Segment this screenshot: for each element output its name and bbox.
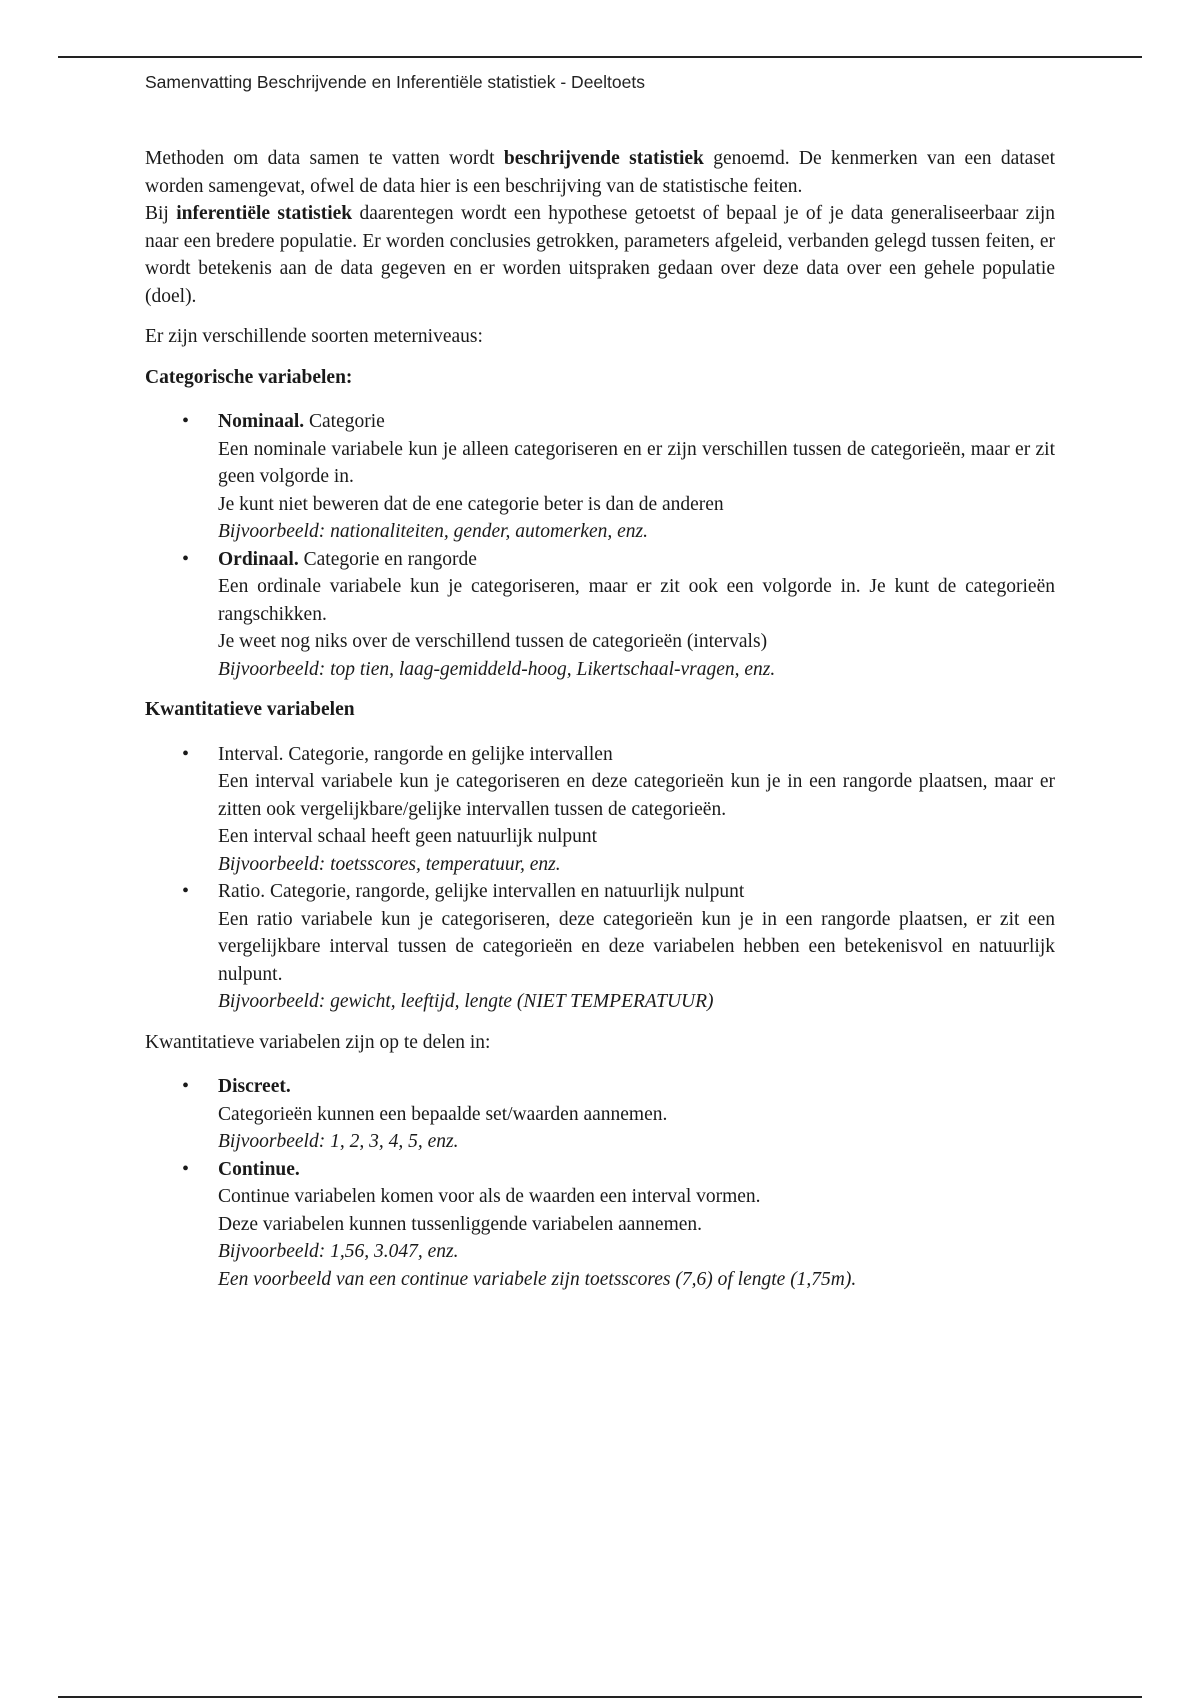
list-item-continuous bbox=[145, 1156, 1055, 1294]
item-example: Een voorbeeld van een continue variabele zijn toetsscores (7,6) of lengte (1,75m). bbox=[218, 1268, 857, 1290]
intro-text: Methoden om data samen te vatten wordt bbox=[145, 148, 504, 169]
term-descriptive-statistics: beschrijvende statistiek bbox=[503, 148, 704, 169]
intro-paragraph-descriptive bbox=[145, 145, 1055, 200]
document-body bbox=[145, 145, 1055, 1293]
item-title bbox=[218, 408, 1055, 436]
item-description: Een interval variabele kun je categoriseren en deze categorieën kun je in een rangorde plaatsen, maar er zitten ook vergelijkbare/gelijke intervallen tussen de categorieën. bbox=[218, 771, 1055, 820]
item-title: Ratio. Categorie, rangorde, gelijke intervallen en natuurlijk nulpunt bbox=[218, 881, 745, 902]
item-description: Je weet nog niks over de verschillend tussen de categorieën (intervals) bbox=[218, 631, 768, 652]
item-title bbox=[218, 546, 1055, 574]
bullet-icon: • bbox=[182, 742, 190, 765]
item-description: Een ratio variabele kun je categoriseren, deze categorieën kun je in een rangorde plaatsen, er zit een vergelijkbare interval tussen de categorieën en deze variabelen hebben een betekenisvol en natuurlijk nulpunt. bbox=[218, 908, 1055, 985]
bullet-icon: • bbox=[182, 880, 190, 902]
item-example: Bijvoorbeeld: nationaliteiten, gender, automerken, enz. bbox=[218, 521, 648, 542]
list-item-discrete bbox=[145, 1073, 1055, 1156]
item-description: Een nominale variabele kun je alleen categoriseren en er zijn verschillen tussen de categorieën, maar er zit geen volgorde in. bbox=[218, 438, 1055, 487]
measurement-levels-intro: Er zijn verschillende soorten meterniveaus: bbox=[145, 326, 483, 347]
categorical-list bbox=[145, 408, 1055, 683]
item-example: Bijvoorbeeld: top tien, laag-gemiddeld-hoog, Likertschaal-vragen, enz. bbox=[218, 658, 776, 680]
item-description: Je kunt niet beweren dat de ene categorie beter is dan de anderen bbox=[218, 493, 724, 515]
item-description: Categorieën kunnen een bepaalde set/waarden aannemen. bbox=[218, 1103, 668, 1125]
list-item-ordinal bbox=[145, 546, 1055, 684]
running-header: Samenvatting Beschrijvende en Inferentiële statistiek - Deeltoets bbox=[145, 72, 645, 92]
bullet-icon: • bbox=[182, 1075, 190, 1097]
bullet-icon: • bbox=[182, 1157, 190, 1180]
bullet-icon: • bbox=[182, 410, 190, 432]
item-title: Interval. Categorie, rangorde en gelijke intervallen bbox=[218, 743, 613, 765]
item-description: Een ordinale variabele kun je categoriseren, maar er zit ook een volgorde in. Je kunt de categorieën rangschikken. bbox=[218, 576, 1055, 625]
quantitative-heading: Kwantitatieve variabelen bbox=[145, 699, 355, 720]
footer-rule bbox=[58, 1696, 1142, 1698]
intro-text: genoemd. De kenmerken van een dataset worden samengevat, ofwel de data hier is een beschrijving van de statistische feiten. bbox=[145, 148, 1055, 197]
item-title-bold: Nominaal. bbox=[218, 411, 305, 432]
item-example: Bijvoorbeeld: 1, 2, 3, 4, 5, enz. bbox=[218, 1131, 459, 1152]
item-subtitle: Categorie bbox=[304, 411, 385, 432]
item-subtitle: Categorie en rangorde bbox=[298, 548, 477, 570]
item-title-bold: Ordinaal. bbox=[218, 548, 299, 570]
categorical-heading: Categorische variabelen: bbox=[145, 366, 353, 388]
quantitative-list bbox=[145, 741, 1055, 1016]
list-item-ratio bbox=[145, 878, 1055, 1016]
item-example: Bijvoorbeeld: toetsscores, temperatuur, enz. bbox=[218, 853, 561, 875]
term-inferential-statistics: inferentiële statistiek bbox=[176, 203, 353, 224]
division-intro: Kwantitatieve variabelen zijn op te delen in: bbox=[145, 1031, 491, 1053]
intro-text: daarentegen wordt een hypothese getoetst of bepaal je of je data generaliseerbaar zijn naar een bredere populatie. Er worden conclusies getrokken, parameters afgeleid, verbanden gelegd tussen feiten, er wordt betekenis aan de data gegeven en er worden uitspraken gedaan over deze data over een gehele populatie (doel). bbox=[145, 203, 1056, 307]
header-rule bbox=[58, 56, 1142, 58]
item-example: Bijvoorbeeld: 1,56, 3.047, enz. bbox=[218, 1241, 459, 1262]
bullet-icon: • bbox=[182, 547, 190, 570]
item-description: Deze variabelen kunnen tussenliggende variabelen aannemen. bbox=[218, 1213, 703, 1235]
item-description: Een interval schaal heeft geen natuurlijk nulpunt bbox=[218, 826, 598, 847]
list-item-nominal bbox=[145, 408, 1055, 546]
intro-text: Bij bbox=[145, 203, 177, 224]
item-example: Bijvoorbeeld: gewicht, leeftijd, lengte (NIET TEMPERATUUR) bbox=[218, 991, 714, 1012]
list-item-interval bbox=[145, 741, 1055, 879]
division-list bbox=[145, 1073, 1055, 1293]
intro-paragraph-inferential bbox=[145, 200, 1055, 310]
item-title: Continue. bbox=[218, 1158, 300, 1180]
item-description: Continue variabelen komen voor als de waarden een interval vormen. bbox=[218, 1186, 761, 1207]
item-title: Discreet. bbox=[218, 1076, 291, 1097]
